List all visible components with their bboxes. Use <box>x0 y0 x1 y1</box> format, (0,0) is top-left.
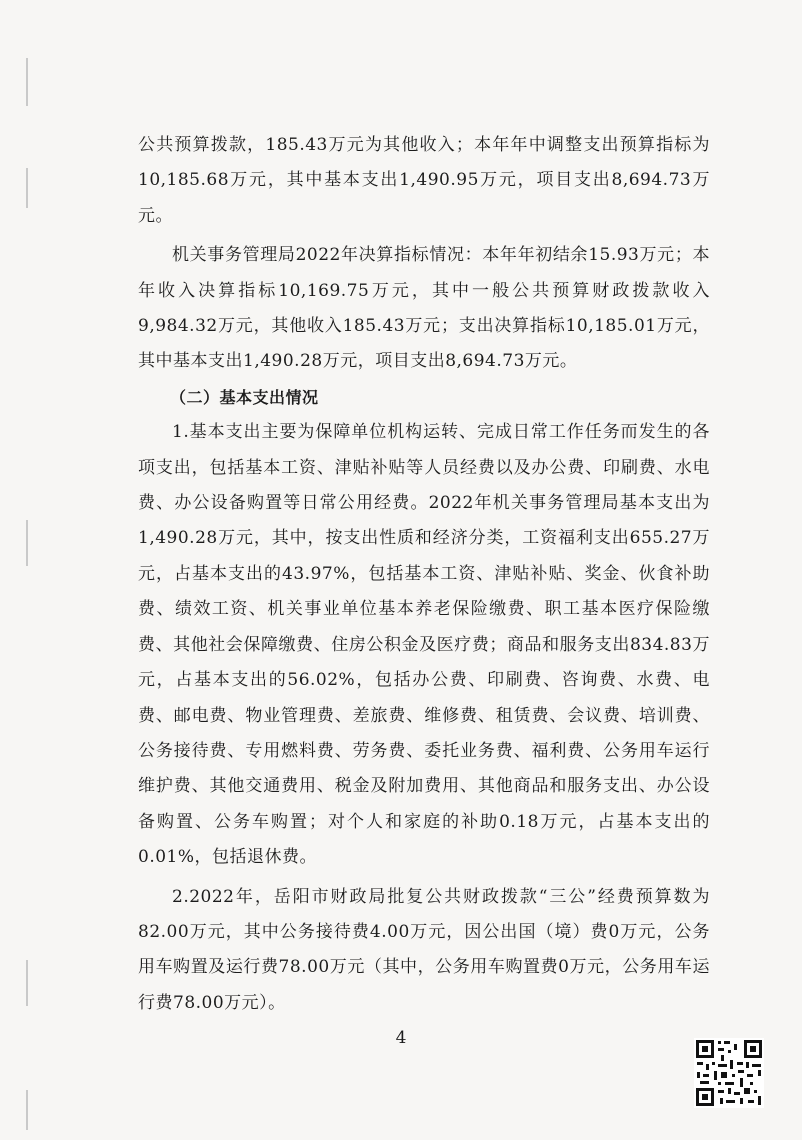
binding-margin-mark <box>26 1090 28 1130</box>
binding-margin-mark <box>26 960 28 1006</box>
binding-margin-mark <box>26 520 28 566</box>
section-heading: （二）基本支出情况 <box>170 387 319 407</box>
binding-margin-mark <box>26 168 28 208</box>
paragraph-three-public-expenses: 2.2022年，岳阳市财政局批复公共财政拨款“三公”经费预算数为82.00万元，其中公务接待费4.00万元，因公出国（境）费0万元，公务用车购置及运行费78.00万元（其中，公务用车购置费0万元，公务用车运行费78.00万元）。 <box>138 886 710 1013</box>
document-body <box>138 128 710 1021</box>
qr-code-icon <box>694 1038 764 1108</box>
binding-margin-mark <box>26 58 28 106</box>
page-number: 4 <box>395 1028 407 1048</box>
paragraph-final-accounts: 机关事务管理局2022年决算指标情况：本年年初结余15.93万元；本年收入决算指标10,169.75万元，其中一般公共预算财政拨款收入9,984.32万元，其他收入185.43万元；支出决算指标10,185.01万元，其中基本支出1,490.28万元，项目支出8,694.73万元。 <box>138 245 710 372</box>
paragraph-basic-expenditure: 1.基本支出主要为保障单位机构运转、完成日常工作任务而发生的各项支出，包括基本工资、津贴补贴等人员经费以及办公费、印刷费、水电费、办公设备购置等日常公用经费。2022年机关事务管理局基本支出为1,490.28万元，其中，按支出性质和经济分类，工资福利支出655.27万元，占基本支出的43.97%，包括基本工资、津贴补贴、奖金、伙食补助费、绩效工资、机关事业单位基本养老保险缴费、职工基本医疗保险缴费、其他社会保障缴费、住房公积金及医疗费；商品和服务支出834.83万元，占基本支出的56.02%，包括办公费、印刷费、咨询费、水费、电费、邮电费、物业管理费、差旅费、维修费、租赁费、会议费、培训费、公务接待费、专用燃料费、劳务费、委托业务费、福利费、公务用车运行维护费、其他交通费用、税金及附加费用、其他商品和服务支出、办公设备购置、公务车购置；对个人和家庭的补助0.18万元，占基本支出的0.01%，包括退休费。 <box>138 422 710 868</box>
paragraph-continued: 公共预算拨款，185.43万元为其他收入；本年年中调整支出预算指标为10,185.68万元，其中基本支出1,490.95万元，项目支出8,694.73万元。 <box>138 135 710 226</box>
